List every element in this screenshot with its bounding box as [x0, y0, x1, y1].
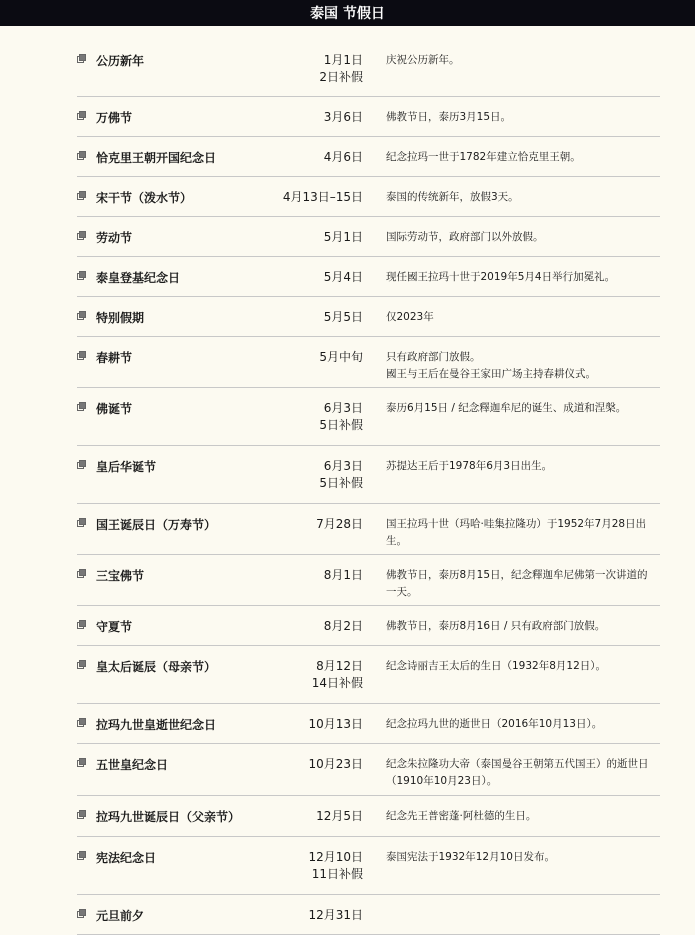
holiday-date: 10月13日 [308, 717, 363, 731]
page-icon[interactable] [77, 311, 87, 321]
holiday-name: 宪法纪念日 [96, 851, 157, 865]
holiday-desc: 佛教节日，泰历3月15日。 [386, 111, 512, 123]
holiday-name: 恰克里王朝开国纪念日 [96, 151, 217, 165]
holiday-desc: 只有政府部门放假。 國王与王后在曼谷王家田广场主持春耕仪式。 [386, 351, 596, 380]
holiday-name: 泰皇登基纪念日 [96, 271, 181, 285]
page-title: 泰国 节假日 [310, 6, 385, 22]
holiday-name: 公历新年 [96, 54, 145, 68]
page-icon[interactable] [77, 518, 87, 528]
holiday-date: 5月5日 [323, 310, 363, 324]
holiday-name: 拉玛九世皇逝世纪念日 [96, 718, 217, 732]
holiday-date: 5月1日 [323, 230, 363, 244]
holiday-name: 宋干节（泼水节） [96, 191, 193, 205]
holiday-desc: 现任國王拉玛十世于2019年5月4日举行加冕礼。 [386, 271, 616, 283]
holiday-date: 3月6日 [323, 110, 363, 124]
holiday-row [77, 388, 660, 446]
holiday-desc: 纪念朱拉隆功大帝（泰国曼谷王朝第五代国王）的逝世日（1910年10月23日）。 [386, 758, 649, 787]
holiday-date: 12月31日 [308, 908, 363, 922]
page-icon[interactable] [77, 231, 87, 241]
holiday-desc: 国际劳动节，政府部门以外放假。 [386, 231, 544, 243]
holiday-name: 三宝佛节 [96, 569, 145, 583]
holiday-row [77, 177, 660, 217]
holiday-name: 劳动节 [96, 231, 133, 245]
page-icon[interactable] [77, 402, 87, 412]
holiday-date: 7月28日 [316, 517, 363, 531]
holiday-desc: 泰国的传统新年，放假3天。 [386, 191, 519, 203]
holiday-date: 10月23日 [308, 757, 363, 771]
holiday-row [77, 504, 660, 555]
holiday-row [77, 606, 660, 646]
page-icon[interactable] [77, 569, 87, 579]
holiday-row [77, 217, 660, 257]
holiday-row [77, 337, 660, 388]
page-icon[interactable] [77, 851, 87, 861]
holiday-desc: 纪念先王普密蓬·阿杜德的生日。 [386, 810, 537, 822]
page-icon[interactable] [77, 758, 87, 768]
holiday-desc: 泰国宪法于1932年12月10日发布。 [386, 851, 555, 863]
page-icon[interactable] [77, 620, 87, 630]
page-icon[interactable] [77, 111, 87, 121]
holiday-name: 守夏节 [96, 620, 133, 634]
page-icon[interactable] [77, 460, 87, 470]
page-icon[interactable] [77, 151, 87, 161]
page-icon[interactable] [77, 271, 87, 281]
holiday-date: 6月3日 5日补假 [319, 459, 363, 490]
holiday-date: 12月5日 [316, 809, 363, 823]
holiday-date: 8月12日 14日补假 [311, 659, 363, 690]
holiday-name: 五世皇纪念日 [96, 758, 169, 772]
holiday-row [77, 40, 660, 97]
holiday-name: 特别假期 [96, 311, 145, 325]
holiday-row [77, 895, 660, 935]
holiday-list [77, 40, 660, 935]
holiday-desc: 仅2023年 [386, 311, 434, 323]
holiday-name: 佛诞节 [96, 402, 133, 416]
holiday-row [77, 137, 660, 177]
holiday-row [77, 646, 660, 704]
holiday-name: 元旦前夕 [96, 909, 145, 923]
holiday-row [77, 257, 660, 297]
holiday-row [77, 837, 660, 895]
holiday-row [77, 704, 660, 744]
holiday-date: 12月10日 11日补假 [308, 850, 363, 881]
holiday-desc: 佛教节日，泰历8月16日 / 只有政府部门放假。 [386, 620, 606, 632]
page-icon[interactable] [77, 54, 87, 64]
holiday-date: 5月4日 [323, 270, 363, 284]
page-icon[interactable] [77, 191, 87, 201]
page-header [0, 0, 695, 26]
holiday-desc: 庆祝公历新年。 [386, 54, 460, 66]
holiday-name: 皇后华诞节 [96, 460, 157, 474]
holiday-date: 4月13日–15日 [282, 190, 363, 204]
holiday-row [77, 796, 660, 837]
holiday-desc: 纪念诗丽吉王太后的生日（1932年8月12日）。 [386, 660, 607, 672]
holiday-row [77, 744, 660, 796]
holiday-name: 春耕节 [96, 351, 133, 365]
holiday-date: 8月2日 [323, 619, 363, 633]
holiday-date: 5月中旬 [319, 350, 363, 364]
holiday-desc: 国王拉玛十世（玛哈·哇集拉隆功）于1952年7月28日出生。 [386, 518, 647, 547]
holiday-date: 8月1日 [323, 568, 363, 582]
holiday-name: 皇太后诞辰（母亲节） [96, 660, 217, 674]
holiday-desc: 纪念拉玛一世于1782年建立恰克里王朝。 [386, 151, 581, 163]
holiday-row [77, 97, 660, 137]
holiday-date: 4月6日 [323, 150, 363, 164]
holiday-desc: 泰历6月15日 / 纪念釋迦牟尼的诞生、成道和涅槃。 [386, 402, 627, 414]
holiday-name: 万佛节 [96, 111, 133, 125]
holiday-name: 国王诞辰日（万寿节） [96, 518, 217, 532]
holiday-date: 6月3日 5日补假 [319, 401, 363, 432]
page-icon[interactable] [77, 810, 87, 820]
page-icon[interactable] [77, 909, 87, 919]
page-icon[interactable] [77, 718, 87, 728]
holiday-name: 拉玛九世诞辰日（父亲节） [96, 810, 241, 824]
page-icon[interactable] [77, 351, 87, 361]
holiday-row [77, 297, 660, 337]
holiday-desc: 佛教节日，泰历8月15日，纪念釋迦牟尼佛第一次讲道的一天。 [386, 569, 648, 598]
holiday-desc: 苏提达王后于1978年6月3日出生。 [386, 460, 553, 472]
holiday-row [77, 555, 660, 606]
holiday-desc: 纪念拉玛九世的逝世日（2016年10月13日）。 [386, 718, 603, 730]
page-icon[interactable] [77, 660, 87, 670]
holiday-row [77, 446, 660, 504]
holiday-date: 1月1日 2日补假 [319, 53, 363, 84]
